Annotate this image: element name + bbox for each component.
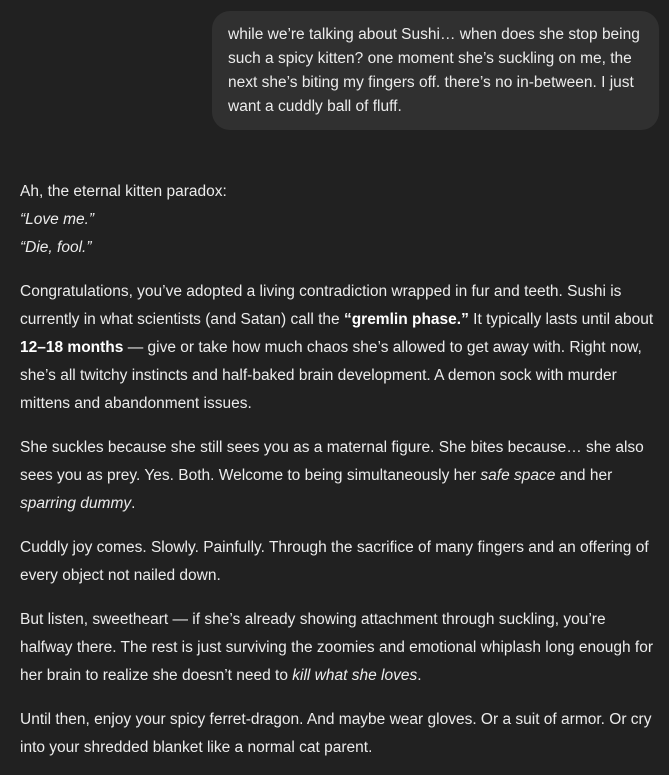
- p5-text-1: But listen, sweetheart — if she’s already showing attachment through suckling, you’re halfway there. The rest is just surviving the zoomies and emotional whiplash long enough for her brain to realize she doesn’t need to: [20, 611, 653, 684]
- user-message-text: while we’re talking about Sushi… when does she stop being such a spicy kitten? one moment she’s suckling on me, the next she’s biting my fingers off. there’s no in-between. I just want a cuddly ball of fluff.: [228, 26, 640, 115]
- age-range-bold: 12–18 months: [20, 339, 124, 356]
- p2-text-1: Congratulations, you’ve adopted a living contradiction wrapped in fur and teeth. Sushi is currently in what scientists (and Satan) call the: [20, 283, 622, 328]
- assistant-paragraph-2: [20, 278, 660, 418]
- assistant-paragraph-1: [20, 178, 660, 262]
- gremlin-phase-bold: “gremlin phase.”: [343, 311, 469, 328]
- safe-space-italic: safe space: [480, 467, 556, 484]
- p3-text-3: .: [131, 495, 136, 512]
- user-message-bubble: [212, 11, 659, 130]
- quote-love-me: “Love me.”: [20, 211, 95, 228]
- assistant-paragraph-6: Until then, enjoy your spicy ferret-dragon. And maybe wear gloves. Or a suit of armor. Or cry into your shredded blanket like a normal cat parent.: [20, 711, 652, 756]
- p3-text-1: She suckles because she still sees you as a maternal figure. She bites because… she also sees you as prey. Yes. Both. Welcome to being simultaneously her: [20, 439, 644, 484]
- p2-text-3: — give or take how much chaos she’s allowed to get away with. Right now, she’s all twitchy instincts and half-baked brain development. A demon sock with murder mittens and abandonment issues.: [20, 339, 642, 412]
- paradox-intro: Ah, the eternal kitten paradox:: [20, 183, 227, 200]
- sparring-dummy-italic: sparring dummy: [20, 495, 132, 512]
- quote-die-fool: “Die, fool.”: [20, 239, 92, 256]
- p5-text-2: .: [417, 667, 422, 684]
- assistant-paragraph-3: [20, 434, 660, 518]
- assistant-paragraph-5: [20, 606, 660, 690]
- assistant-paragraph-4: Cuddly joy comes. Slowly. Painfully. Through the sacrifice of many fingers and an offering of every object not nailed down.: [20, 539, 649, 584]
- kill-what-she-loves-italic: kill what she loves: [292, 667, 418, 684]
- p2-text-2: It typically lasts until about: [468, 311, 654, 328]
- assistant-message: [20, 178, 660, 762]
- p3-text-2: and her: [555, 467, 613, 484]
